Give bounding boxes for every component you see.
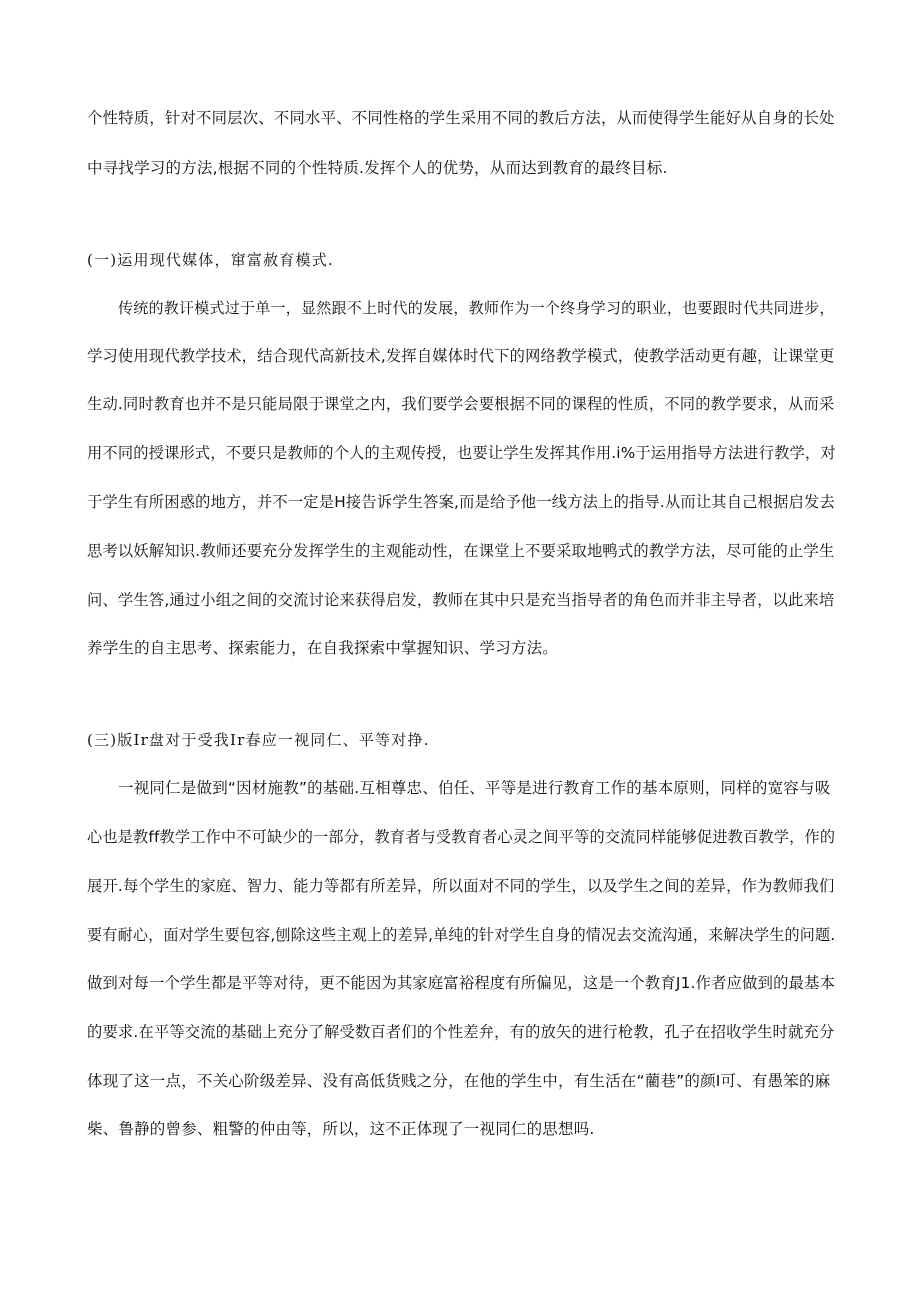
section3-heading: (三)版Ir盘对于受我Ir春应一视同仁、平等对挣.	[87, 731, 430, 749]
intro-line-2: 中寻找学习的方法,根据不同的个性特质.发挥个人的优势，从而达到教育的最终目标.	[87, 159, 668, 177]
section1-line-2: 学习使用现代教学技术，结合现代高新技术,发挥自媒体时代下的网络教学模式，使教学活动更有趣，让课堂更	[87, 347, 835, 365]
section1-heading: (一)运用现代媒体，窜富赦育模式.	[87, 251, 334, 269]
section1-line-3: 生动.同时教育也并不是只能局限于课堂之内，我们要学会要根据不同的课程的性质，不同的教学要求，从而采	[87, 395, 835, 413]
section3-line-8: 柴、鲁静的曾参、粗警的仲由等，所以，这不正体现了一视同仁的思想吗.	[87, 1120, 595, 1138]
section3-line-6: 的要求.在平等交流的基础上充分了解受数百者们的个性差弁，有的放矢的进行枪教，孔子在招收学生时就充分	[87, 1023, 835, 1041]
section3-line-7: 体现了这一点，不关心阶级差异、没有高低货贱之分，在他的学生中，有生活在“藺巷”的颜I可、有愚笨的麻	[87, 1072, 831, 1090]
section1-line-8: 养学生的自主思考、探索能力，在自我探索中掌握知识、学习方法。	[87, 639, 559, 657]
section3-line-1: 一视同仁是做到“因材施教”的基础.互相尊忠、伯任、平等是进行教育工作的基本原则，同样的宽容与吸	[118, 779, 831, 797]
section3-line-4: 要有耐心，面对学生要包容,刨除这些主观上的差异,单纯的针对学生自身的情况去交流沟通，来解决学生的问题.	[87, 926, 836, 944]
section1-line-5: 于学生有所困惑的地方，并不一定是H接告诉学生答案,而是给予他一线方法上的指导.从而让其自己根据启发去	[87, 493, 835, 511]
section3-line-5: 做到对每一个学生都是平等对待，更不能因为其家庭富裕程度有所偏见，这是一个教育J1.作者应做到的最基本	[87, 974, 836, 992]
section1-line-6: 思考以妖解知识.教师还要充分发挥学生的主观能动性，在课堂上不要采取地鸭式的教学方法，尽可能的止学生	[87, 542, 835, 560]
section1-line-1: 传统的教讦模式过于单一，显然跟不上时代的发展，教师作为一个终身学习的职业，也要跟时代共同进步，	[118, 299, 835, 317]
intro-line-1: 个性特质，针对不同层次、不同水平、不同性格的学生采用不同的教后方法，从而使得学生能好从自身的长处	[87, 109, 835, 127]
section1-line-4: 用不同的授课形式，不要只是教师的个人的主观传授，也要让学生发挥其作用.i%于运用指导方法进行教学，对	[87, 444, 836, 462]
section1-line-7: 问、学生答,通过小组之间的交流讨论来获得启发，教师在其中只是充当指导者的角色而并非主导者，以此来培	[87, 591, 835, 609]
section3-line-3: 展开.每个学生的家庭、智力、能力等都有所差异，所以面对不同的学生，以及学生之间的差异，作为教师我们	[87, 877, 835, 895]
section3-line-2: 心也是教ff教学工作中不可缺少的一部分，教育者与受教育者心灵之间平等的交流同样能够促进教百教学，作的	[87, 828, 836, 846]
